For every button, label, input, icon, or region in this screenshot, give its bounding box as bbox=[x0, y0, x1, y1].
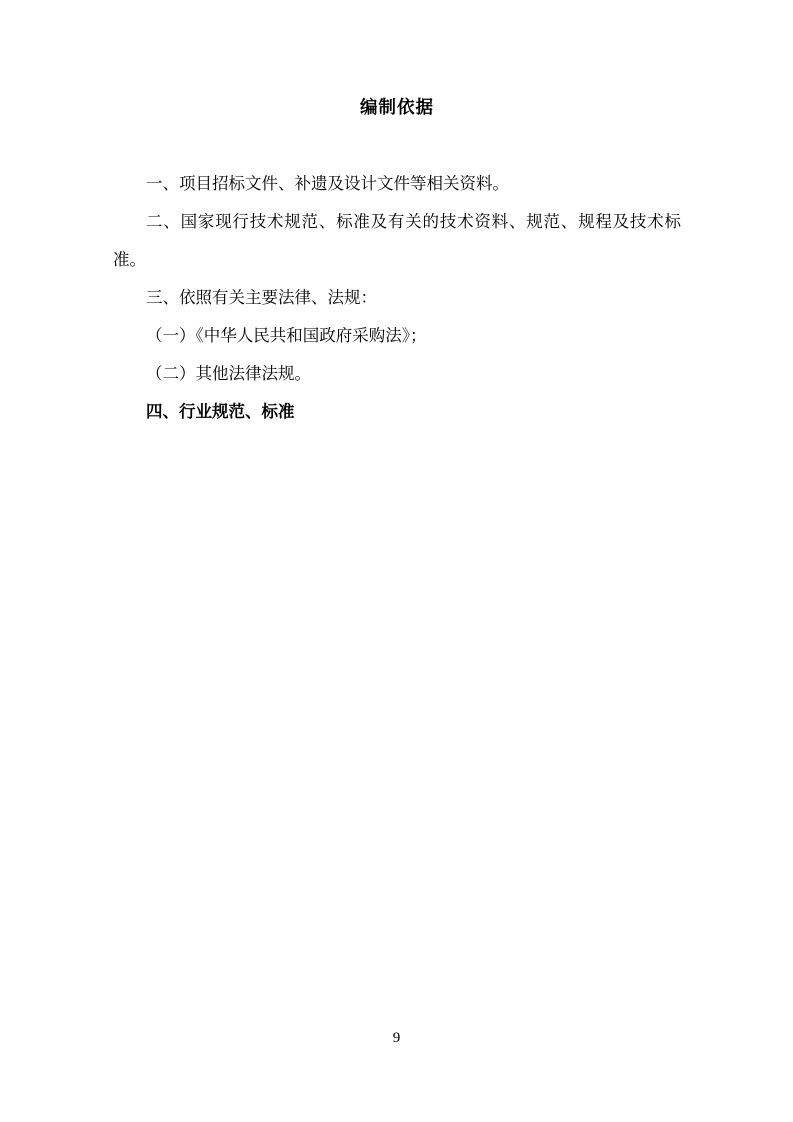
page-title: 编制依据 bbox=[360, 98, 434, 118]
paragraph: 二、国家现行技术规范、标准及有关的技术资料、规范、规程及技术标准。 bbox=[113, 211, 681, 269]
paragraph: 四、行业规范、标准 bbox=[146, 401, 295, 421]
paragraph: （一）《中华人民共和国政府采购法》； bbox=[146, 325, 427, 345]
paragraph: 一、项目招标文件、补遗及设计文件等相关资料。 bbox=[146, 173, 509, 193]
page-number: 9 bbox=[392, 1030, 401, 1046]
paragraph: 三、依照有关主要法律、法规： bbox=[146, 287, 377, 307]
paragraph: （二）其他法律法规。 bbox=[146, 363, 311, 383]
document-body bbox=[113, 96, 681, 431]
